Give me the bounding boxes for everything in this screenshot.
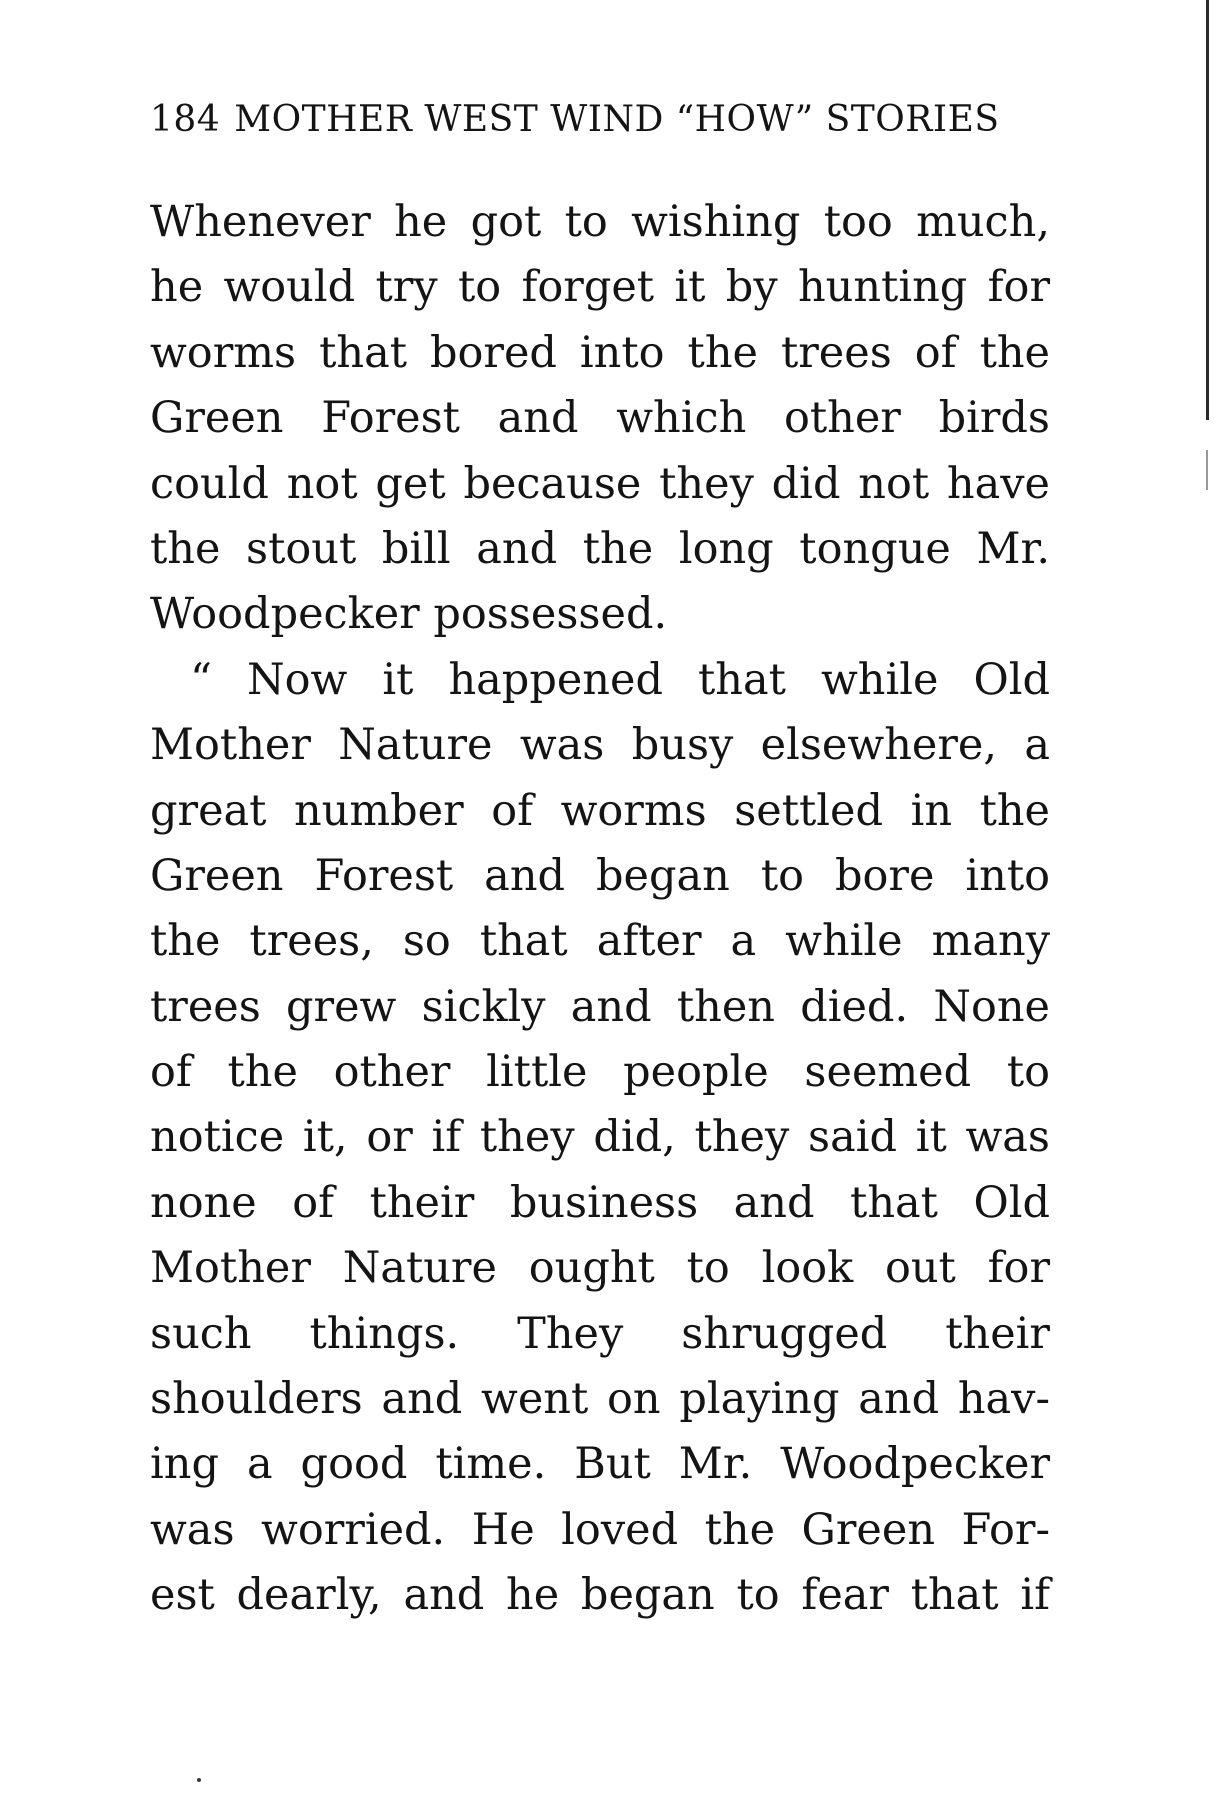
text-line: such things. They shrugged their [150,1308,1050,1359]
text-line: ing a good time. But Mr. Woodpecker [150,1439,1050,1490]
text-line: could not get because they did not have [150,458,1050,509]
text-line: great number of worms settled in the [150,785,1050,836]
text-line: was worried. He loved the Green For- [150,1504,1050,1555]
text-line: “ Now it happened that while Old [190,654,1050,705]
page-edge-line [1206,0,1209,420]
text-line: Whenever he got to wishing too much, [150,197,1050,247]
text-line: Mother Nature was busy elsewhere, a [150,720,1050,771]
text-line: notice it, or if they did, they said it was [150,1112,1050,1163]
page-edge-mark [1206,450,1208,490]
text-line: the stout bill and the long tongue Mr. [150,523,1050,574]
text-line: he would try to forget it by hunting for [150,262,1050,313]
text-line: est dearly, and he began to fear that if [150,1570,1050,1621]
text-line: shoulders and went on playing and hav- [150,1374,1050,1425]
text-line: Woodpecker possessed. [150,589,668,640]
page-number: 184 [150,99,221,140]
running-title: MOTHER WEST WIND “HOW” STORIES [234,99,1000,140]
text-line: Mother Nature ought to look out for [150,1243,1050,1294]
text-line: of the other little people seemed to [150,1047,1050,1098]
text-line: worms that bored into the trees of the [150,327,1050,378]
text-line: none of their business and that Old [150,1177,1050,1228]
text-line: the trees, so that after a while many [150,916,1050,967]
body-text [150,190,1050,1629]
running-header [150,96,1030,144]
text-line: trees grew sickly and then died. None [150,981,1050,1032]
text-line: Green Forest and which other birds [150,393,1050,444]
text-line: Green Forest and began to bore into [150,850,1050,901]
ink-speck [197,1778,201,1782]
